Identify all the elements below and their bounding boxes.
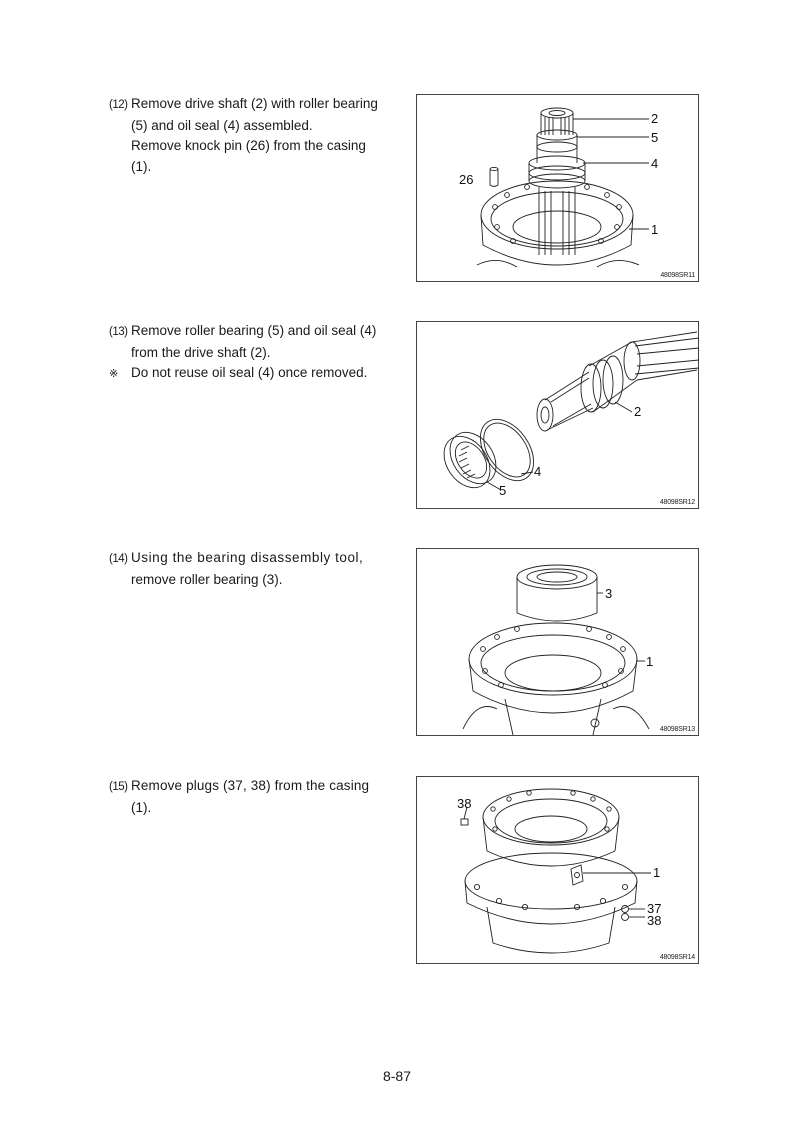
figure-code: 48098SR14 [659,954,695,961]
step-line: Remove roller bearing (5) and oil seal (4) [131,323,377,338]
callout-label: 5 [651,130,659,145]
figure-code: 48098SR13 [659,726,695,733]
callout-label: 1 [646,654,654,669]
callout-label: 37 [647,901,662,916]
callout-label: 1 [651,222,659,237]
step-13-text [109,321,379,385]
callout-label: 2 [634,404,642,419]
step-number: (15) [109,781,128,793]
step-14-text [109,548,379,590]
step-line: Remove knock pin (26) from the casing [131,138,366,153]
callout-label: 3 [605,586,613,601]
step-number: (12) [109,99,128,111]
step-line: Remove plugs (37, 38) from the casing [131,778,370,793]
callout-label: 38 [457,796,472,811]
step-number: (14) [109,553,128,565]
drive-shaft-casing-illustration [417,95,700,283]
step-15-text [109,776,379,818]
step-number: (13) [109,326,128,338]
shaft-bearing-seal-illustration [417,322,700,510]
callout-label: 5 [499,483,507,498]
casing-plugs-illustration [417,777,700,965]
casing-bearing-illustration [417,549,700,737]
page-number: 8-87 [382,1068,412,1084]
figure-code: 48098SR11 [660,272,695,279]
figure-plug-removal [416,776,699,964]
step-line: from the drive shaft (2). [131,344,271,360]
callout-label: 4 [651,156,659,171]
step-line: (1). [131,799,152,815]
step-line: (5) and oil seal (4) assembled. [131,117,313,133]
step-line: remove roller bearing (3). [131,571,283,587]
note-mark: ※ [109,368,119,380]
callout-label: 26 [459,172,474,187]
callout-label: 2 [651,111,659,126]
callout-label: 4 [534,464,542,479]
step-line: Remove drive shaft (2) with roller bearing [131,96,378,111]
caution-note [109,363,379,385]
callout-label: 1 [653,865,661,880]
step-line: Using the bearing disassembly tool, [131,550,364,565]
step-line: (1). [131,158,152,174]
figure-code: 48098SR12 [659,499,695,506]
note-text: Do not reuse oil seal (4) once removed. [131,365,368,380]
callout-label: 38 [647,913,662,928]
step-12-text [109,94,379,177]
figure-bearing-seal-removal [416,321,699,509]
figure-bearing-3-removal [416,548,699,736]
figure-drive-shaft-removal [416,94,699,282]
